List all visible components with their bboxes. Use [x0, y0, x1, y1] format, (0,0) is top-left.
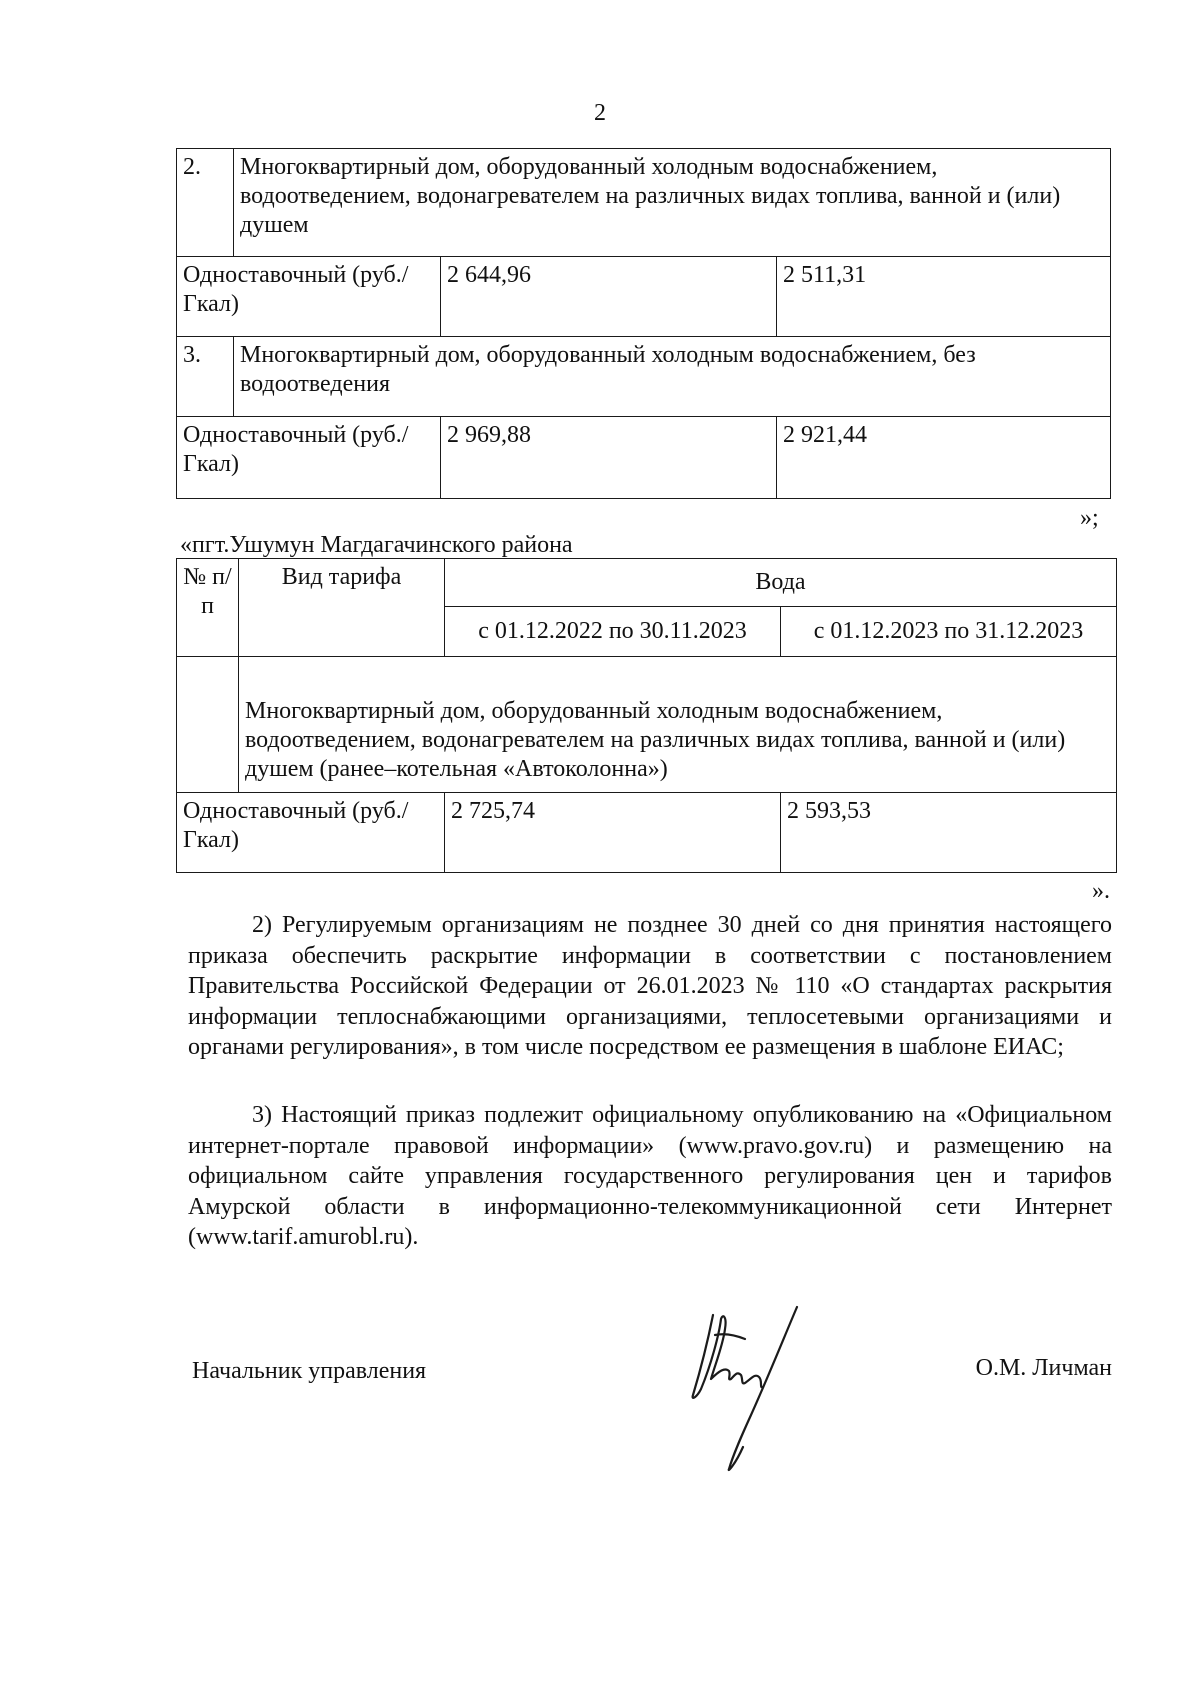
- signer-position: Начальник управления: [192, 1358, 427, 1384]
- handwritten-signature: [685, 1305, 835, 1475]
- row-number: 3.: [177, 337, 234, 417]
- tariff-table-continued: [176, 148, 1111, 499]
- row-number: [177, 657, 239, 793]
- header-period-2: с 01.12.2023 по 31.12.2023: [781, 607, 1117, 657]
- header-water: Вода: [445, 559, 1117, 607]
- closing-quote: »;: [1080, 505, 1099, 531]
- consumer-category: Многоквартирный дом, оборудованный холодным водоснабжением, без водоотведения: [234, 337, 1111, 417]
- tariff-value: 2 921,44: [777, 417, 1111, 499]
- tariff-type: Одноставочный (руб./Гкал): [177, 257, 441, 337]
- header-tariff-type: Вид тарифа: [239, 559, 445, 657]
- settlement-title: «пгт.Ушумун Магдагачинского района: [180, 532, 573, 558]
- tariff-value: 2 725,74: [445, 793, 781, 873]
- header-row: [177, 559, 1117, 607]
- header-period-1: с 01.12.2022 по 30.11.2023: [445, 607, 781, 657]
- page-number: 2: [594, 100, 606, 126]
- table-row: [177, 793, 1117, 873]
- tariff-value: 2 969,88: [441, 417, 777, 499]
- tariff-value: 2 593,53: [781, 793, 1117, 873]
- table-row: [177, 257, 1111, 337]
- tariff-value: 2 644,96: [441, 257, 777, 337]
- consumer-category: Многоквартирный дом, оборудованный холодным водоснабжением, водоотведением, водонагревателем на различных видах топлива, ванной и (или) душем (ранее–котельная «Автоколонна»): [239, 657, 1117, 793]
- closing-quote: ».: [1092, 878, 1110, 904]
- table-row: [177, 417, 1111, 499]
- header-number: № п/п: [177, 559, 239, 657]
- table-row: [177, 149, 1111, 257]
- tariff-type: Одноставочный (руб./Гкал): [177, 417, 441, 499]
- tariff-type: Одноставочный (руб./Гкал): [177, 793, 445, 873]
- signer-name: О.М. Личман: [975, 1355, 1112, 1381]
- tariff-table-ushumun: [176, 558, 1117, 873]
- paragraph-2: 2) Регулируемым организациям не позднее 30 дней со дня принятия настоящего приказа обеспечить раскрытие информации в соответствии с постановлением Правительства Российской Федерации от 26.01.2023 № 110 «О стандартах раскрытия информации теплоснабжающими организациями, теплосетевыми организациями и органами регулирования», в том числе посредством ее размещения в шаблоне ЕИАС;: [188, 912, 1112, 1060]
- paragraph-3: 3) Настоящий приказ подлежит официальному опубликованию на «Официальном интернет-портале правовой информации» (www.pravo.gov.ru) и размещению на официальном сайте управления государственного регулирования цен и тарифов Амурской области в информационно-телекоммуникационной сети Интернет (www.tarif.amurobl.ru).: [188, 1102, 1112, 1250]
- tariff-value: 2 511,31: [777, 257, 1111, 337]
- table-row: [177, 337, 1111, 417]
- consumer-category: Многоквартирный дом, оборудованный холодным водоснабжением, водоотведением, водонагревателем на различных видах топлива, ванной и (или) душем: [234, 149, 1111, 257]
- table-row: [177, 657, 1117, 793]
- row-number: 2.: [177, 149, 234, 257]
